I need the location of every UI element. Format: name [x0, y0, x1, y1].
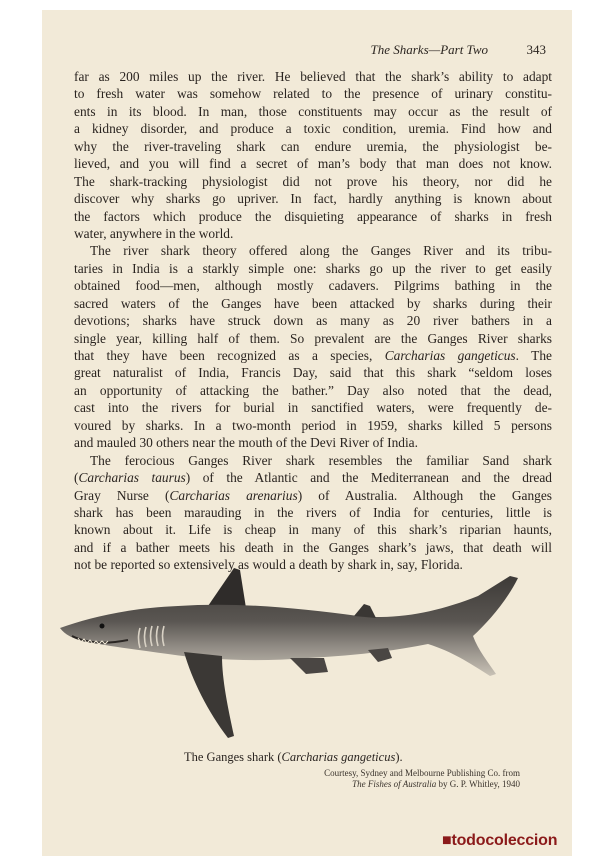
running-head	[78, 42, 546, 60]
text-line: voured by sharks. In a two-month period in 1959, sharks killed 5 persons	[74, 417, 552, 433]
text-line: single year, killing half of them. So prevalent are the Ganges River sharks	[74, 330, 552, 346]
text-line: discover why sharks go upriver. In fact, hardly anything is known about	[74, 191, 552, 207]
credit-book-title: The Fishes of Australia	[352, 779, 437, 789]
book-page	[42, 10, 572, 856]
text-segment: that they have been recognized as a species,	[74, 348, 373, 363]
text-line: The shark-tracking physiologist did not prove his theory, nor did he	[74, 173, 552, 189]
text-segment: Gray Nurse	[74, 487, 149, 503]
caption-text: The Ganges shark (	[184, 750, 282, 764]
site-watermark: ■todocoleccion	[442, 832, 558, 849]
watermark-text: todocoleccion	[451, 832, 558, 849]
text-segment: . The	[515, 348, 552, 363]
credit-line	[200, 779, 520, 790]
text-line: and mauled 30 others near the mouth of the Devi River of India.	[74, 435, 418, 451]
text-line: cast into the rivers for burial in sanctified waters, were frequently de-	[74, 400, 552, 416]
anal-fin	[368, 648, 392, 662]
text-line: water, anywhere in the world.	[74, 225, 234, 241]
shark-eye	[100, 624, 105, 629]
text-line: a kidney disorder, and produce a toxic condition, uremia. Find how and	[74, 121, 552, 137]
paragraph-3	[74, 452, 552, 574]
text-line-mixed: (Carcharias taurus) of the Atlantic and the Mediterranean and the dread	[74, 470, 552, 486]
species-name: Carcharias gangeticus	[384, 348, 516, 363]
running-title: The Sharks—Part Two	[370, 42, 488, 57]
page-number: 343	[526, 42, 546, 57]
text-line: why the river-traveling shark can endure uremia, the physiologist be-	[74, 138, 552, 154]
text-line: taries in India is a starkly simple one: sharks go up the river to get easily	[74, 260, 552, 276]
figure-credit	[200, 768, 520, 790]
text-line: great naturalist of India, Francis Day, said that this shark “seldom loses	[74, 365, 552, 381]
text-line-mixed	[74, 347, 552, 364]
text-segment: of Australia. Although the Ganges	[318, 487, 552, 503]
credit-text: by G. P. Whitley, 1940	[438, 779, 520, 789]
species-name: Carcharias arenarius	[169, 487, 298, 503]
text-line: an opportunity of attacking the bather.” Day also noted that the dead,	[74, 382, 552, 398]
text-line: not be reported so extensively as would a death by shark in, say, Florida.	[74, 557, 463, 573]
text-line-mixed: Gray Nurse (Carcharias arenarius) of Australia. Although the Ganges	[74, 487, 552, 503]
text-line: devotions; sharks have struck down as many as 20 river bathers in a	[74, 313, 552, 329]
text-line: and if a bather meets his death in the Ganges shark’s jaws, that death will	[74, 539, 552, 555]
second-dorsal-fin	[354, 604, 376, 618]
text-line: shark has been marauding in the rivers of India for centuries, little is	[74, 504, 552, 520]
caption-species: Carcharias gangeticus	[281, 750, 396, 764]
shark-illustration	[58, 562, 528, 752]
paragraph-2	[74, 242, 552, 451]
text-line: The river shark theory offered along the Ganges River and its tribu-	[90, 243, 552, 259]
caption-text: ).	[395, 750, 403, 764]
credit-line: Courtesy, Sydney and Melbourne Publishing Co. from	[324, 768, 520, 778]
text-line: lieved, and you will find a secret of man’s body that man does not know.	[74, 156, 552, 172]
text-line: the factors which produce the disquieting appearance of sharks in fresh	[74, 208, 552, 224]
text-line: far as 200 miles up the river. He believed that the shark’s ability to adapt	[74, 69, 552, 84]
text-line: sacred waters of the Ganges have been attacked by sharks during their	[74, 295, 552, 311]
shark-body	[60, 576, 518, 676]
text-line: obtained food—men, although mostly cadavers. Pilgrims bathing in the	[74, 278, 552, 294]
text-line: The ferocious Ganges River shark resembles the familiar Sand shark	[90, 452, 552, 468]
text-line: known about it. Life is cheap in many of this shark’s riparian haunts,	[74, 522, 552, 538]
dorsal-fin	[208, 568, 246, 608]
text-line: to fresh water was somehow related to the presence of urinary constitu-	[74, 86, 552, 102]
body-text	[74, 68, 552, 574]
pelvic-fin	[290, 658, 328, 674]
paragraph-1	[74, 68, 552, 242]
text-line: ents in its blood. In man, those constituents may occur as the result of	[74, 103, 552, 119]
figure-caption	[184, 750, 524, 765]
text-segment: of the Atlantic and the Mediterranean and the dread	[202, 470, 552, 486]
species-name: Carcharias taurus	[78, 470, 186, 486]
pectoral-fin	[184, 652, 234, 738]
